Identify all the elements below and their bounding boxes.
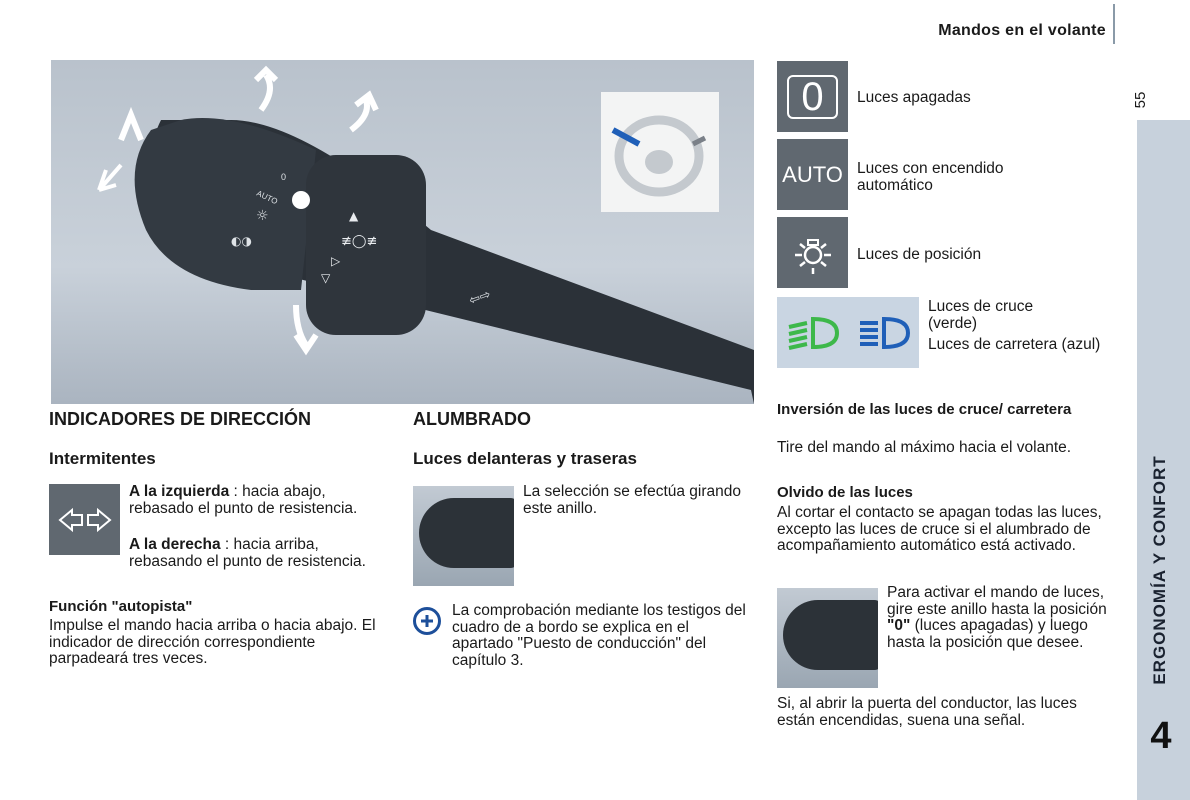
high-beam-label: Luces de carretera (azul) xyxy=(928,336,1101,353)
sidelights-label: Luces de posición xyxy=(857,246,982,263)
low-beam-label: Luces de cruce (verde) xyxy=(928,298,1034,332)
beam-icons-panel xyxy=(777,297,919,368)
right-turn-text: A la derecha : hacia arriba, rebasando el punto de resistencia. xyxy=(129,536,366,570)
stalk-label-auto: AUTO xyxy=(255,188,279,207)
steering-wheel-icon xyxy=(601,92,719,212)
arrow-down-left-icon xyxy=(99,165,121,190)
stalk-label-0: 0 xyxy=(281,172,287,182)
autopista-title: Función "autopista" xyxy=(49,598,193,615)
page-number: 55 xyxy=(1132,91,1149,109)
chapter-side-label: ERGONOMÍA Y CONFORT xyxy=(1150,455,1169,685)
auto-lights-icon: AUTO xyxy=(777,139,848,210)
subsection-title-intermitentes: Intermitentes xyxy=(49,449,156,468)
section-title-indicadores: INDICADORES DE DIRECCIÓN xyxy=(49,409,312,429)
stalk-sidelight-symbol: ◐◑ xyxy=(231,234,252,248)
chapter-number: 4 xyxy=(1150,715,1172,757)
subsection-title-luces: Luces delanteras y traseras xyxy=(413,449,637,468)
section-title-alumbrado: ALUMBRADO xyxy=(413,409,531,429)
stalk-sun-symbol: ☼ xyxy=(256,208,269,224)
lights-off-label: Luces apagadas xyxy=(857,89,971,106)
olvido-text: Al cortar el contacto se apagan todas las luces, excepto las luces de cruce si el alumbrado de acompañamiento automático está activado. xyxy=(777,504,1102,554)
inversion-title: Inversión de las luces de cruce/ carretera xyxy=(777,401,1072,418)
header-divider xyxy=(1113,4,1115,44)
svg-text:▲: ▲ xyxy=(349,209,359,223)
arrow-up-icon xyxy=(121,115,141,140)
inversion-text: Tire del mando al máximo hacia el volante. xyxy=(777,439,1072,456)
auto-lights-label: Luces con encendido automático xyxy=(857,160,1004,194)
ring-off-photo xyxy=(777,588,878,688)
arrow-pull-icon xyxy=(351,95,376,130)
lights-off-icon: 0 xyxy=(777,61,848,132)
svg-text:▷: ▷ xyxy=(331,254,341,268)
ring-selector-photo xyxy=(413,486,514,586)
sidelights-icon xyxy=(777,217,848,288)
high-beam-icon xyxy=(856,313,912,353)
ring-selection-text: La selección se efectúa girando este anillo. xyxy=(523,483,742,517)
control-stalk-photo xyxy=(51,60,754,404)
arrow-up-curve-icon xyxy=(256,70,276,110)
stalk-indicator-symbol: ⇦⇨ xyxy=(467,287,493,309)
stalk-fog-symbol: ≢◯≢ xyxy=(341,234,378,249)
position-indicator-dot xyxy=(292,191,310,209)
info-note-text: La comprobación mediante los testigos del cuadro de a bordo se explica en el apartado "Puesto de conducción" del capítulo 3. xyxy=(452,602,746,669)
left-turn-text: A la izquierda : hacia abajo, rebasado el punto de resistencia. xyxy=(129,483,358,517)
olvido-title: Olvido de las luces xyxy=(777,484,913,501)
autopista-text: Impulse el mando hacia arriba o hacia abajo. El indicador de dirección correspondiente parpadeará tres veces. xyxy=(49,617,376,667)
info-icon xyxy=(413,607,441,635)
turn-signal-icon xyxy=(49,484,120,555)
steering-wheel-inset xyxy=(601,92,719,212)
low-beam-icon xyxy=(785,313,841,353)
activate-text: Para activar el mando de luces, gire este anillo hasta la posición "0" (luces apagadas) y luego hasta la posición que desee. xyxy=(887,584,1107,651)
svg-text:▽: ▽ xyxy=(321,271,331,285)
page-header-title: Mandos en el volante xyxy=(938,22,1106,39)
door-warning-text: Si, al abrir la puerta del conductor, las luces están encendidas, suena una señal. xyxy=(777,695,1077,729)
